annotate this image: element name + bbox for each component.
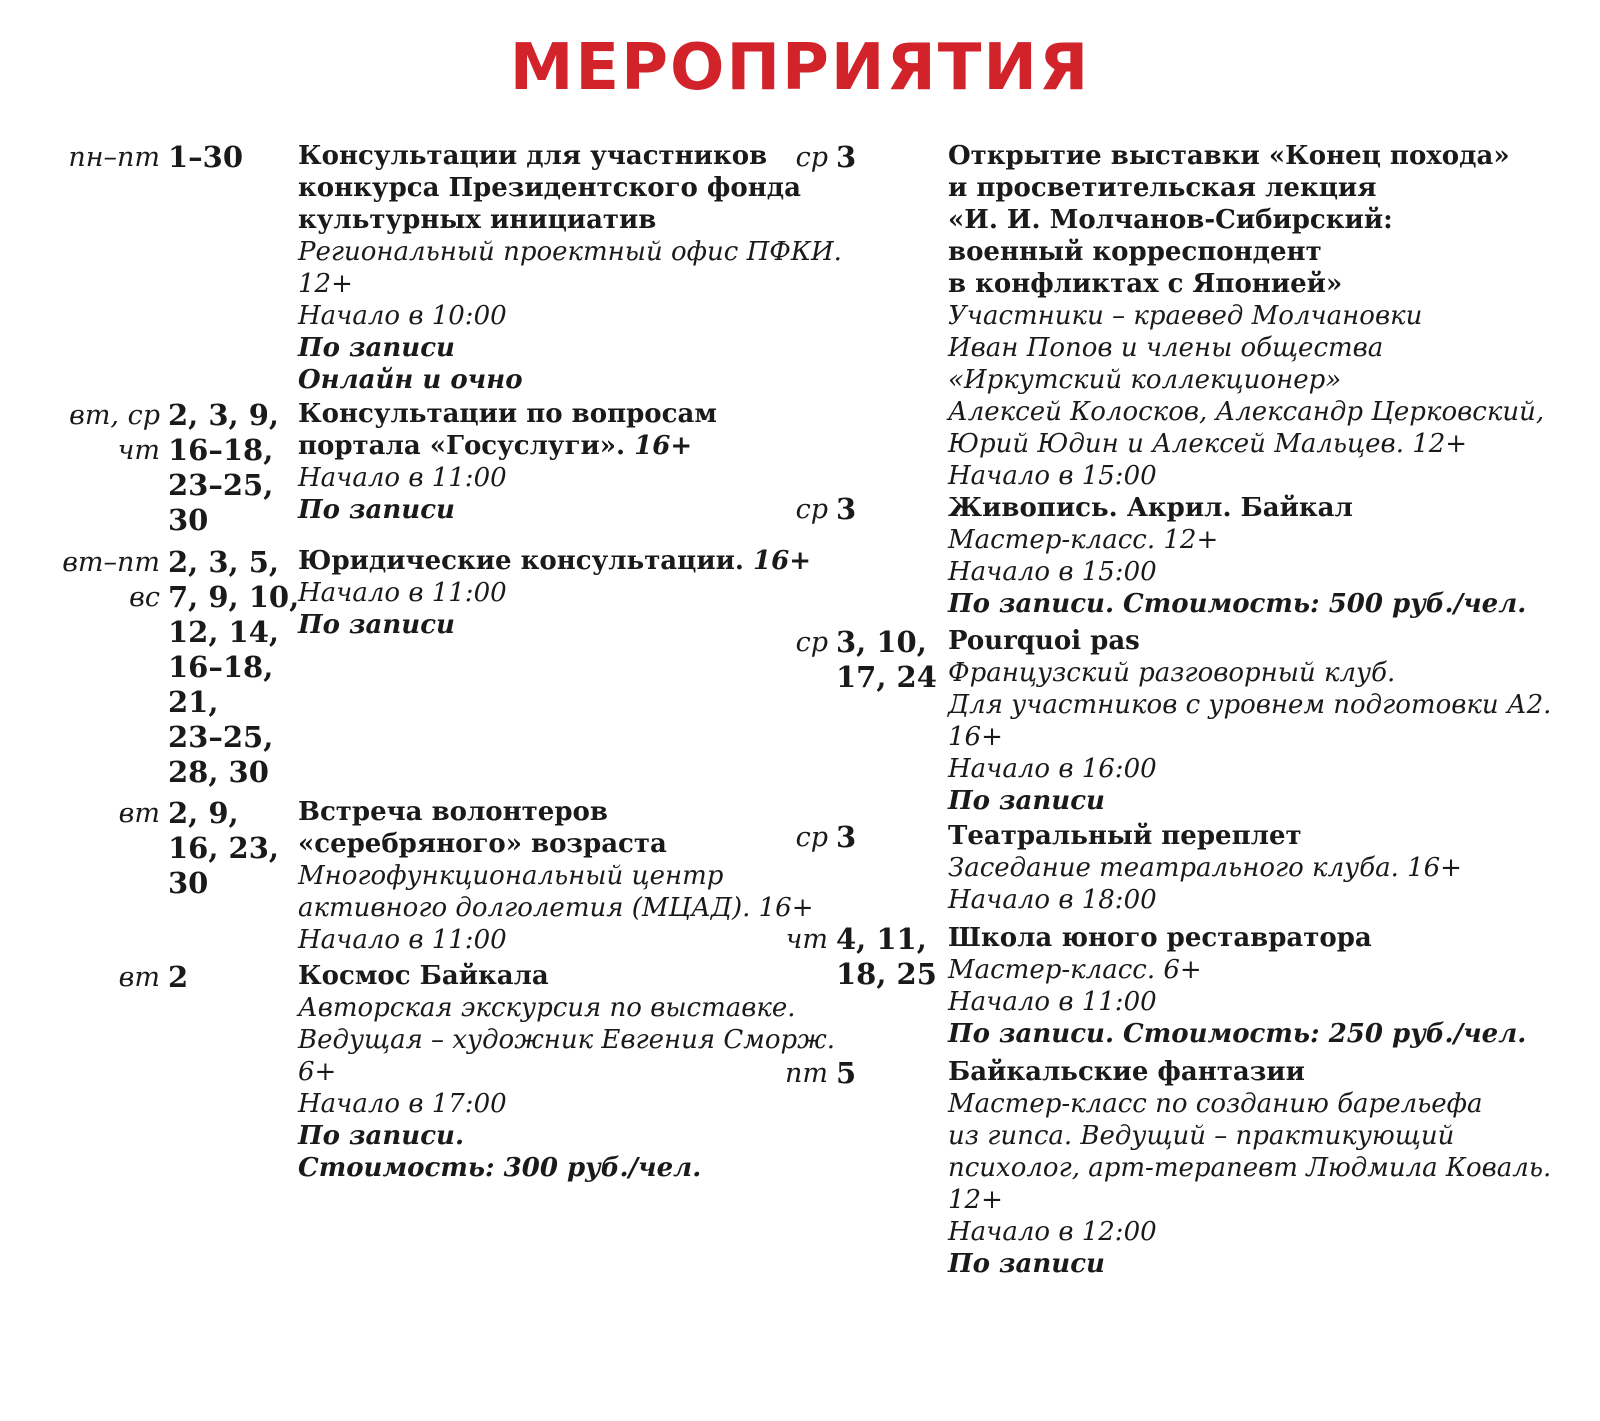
event-day-label: вт (118, 962, 160, 993)
event-days (0, 796, 160, 831)
event-date-line: 16–18, (168, 650, 274, 684)
event-info-line: Начало в 15:00 (948, 461, 1157, 491)
event-date-line: 12, 14, (168, 615, 280, 649)
event-date-line: 2 (168, 960, 189, 994)
event-title-line (298, 204, 798, 236)
event-days (0, 140, 160, 175)
event-date-line: 18, 25 (836, 957, 937, 991)
event-days (776, 625, 828, 660)
event-title-text: Консультации по вопросам (298, 399, 717, 429)
event-info-line: Авторская экскурсия по выставке. (298, 993, 796, 1023)
event-dates (168, 960, 188, 995)
event-day-label: ср (795, 494, 828, 525)
event-info-line: Мастер-класс. 6+ (948, 955, 1202, 985)
event-registration-note: По записи. (298, 1121, 464, 1151)
event-info-line: 16+ (948, 722, 1003, 752)
event-dates (836, 1056, 856, 1091)
event-day-label: чт (117, 435, 160, 466)
event-dates (836, 820, 856, 855)
event-date-line: 3 (836, 140, 857, 174)
event-info-line: Алексей Колосков, Александр Церковский, (948, 397, 1545, 427)
event-description (948, 1056, 1558, 1280)
event-info-line: Начало в 12:00 (948, 1217, 1157, 1247)
event-description (298, 398, 798, 526)
event-day-label: пт (785, 1058, 828, 1089)
event-title-line (298, 796, 798, 828)
event-title-text: Байкальские фантазии (948, 1057, 1305, 1087)
event-title-text: Консультации для участников (298, 141, 768, 171)
event-title-line (298, 960, 798, 992)
event-dates (168, 545, 299, 790)
event-info-line: Начало в 16:00 (948, 754, 1157, 784)
event-registration-note: По записи. Стоимость: 250 руб./чел. (948, 1019, 1527, 1049)
event-info-line: Начало в 18:00 (948, 885, 1157, 915)
event-info-line: Начало в 11:00 (298, 463, 507, 493)
event-description (948, 140, 1558, 492)
event-days (0, 960, 160, 995)
event-day-label: вт, ср (69, 400, 160, 431)
event-info-line: «Иркутский коллекционер» (948, 365, 1342, 395)
event-date-line: 21, (168, 685, 219, 719)
event-title-line (948, 268, 1558, 300)
event-registration-note: Стоимость: 300 руб./чел. (298, 1153, 702, 1183)
event-title-text: военный корреспондент (948, 237, 1322, 267)
event-info-line: Многофункциональный центр (298, 861, 724, 891)
event-info-line: Французский разговорный клуб. (948, 658, 1396, 688)
event-title-text: Юридические консультации. (298, 546, 744, 576)
event-description (948, 820, 1558, 916)
event-date-line: 23–25, (168, 720, 274, 754)
event-title-line (948, 1056, 1558, 1088)
event-age-rating: 16+ (744, 546, 812, 576)
event-title-text: Встреча волонтеров (298, 797, 608, 827)
event-dates (168, 398, 279, 538)
event-days (776, 1056, 828, 1091)
event-dates (836, 922, 937, 992)
event-date-line: 3 (836, 820, 857, 854)
event-date-line: 23–25, (168, 468, 274, 502)
event-title-line (298, 172, 801, 204)
event-description (948, 492, 1558, 620)
event-title-text: и просветительская лекция (948, 173, 1377, 203)
event-date-line: 3, 10, (836, 625, 927, 659)
event-date-line: 16–18, (168, 433, 274, 467)
event-date-line: 4, 11, (836, 922, 927, 956)
event-info-line: активного долголетия (МЦАД). 16+ (298, 893, 814, 923)
event-info-line: Юрий Юдин и Алексей Мальцев. 12+ (948, 429, 1468, 459)
event-registration-note: Онлайн и очно (298, 365, 523, 395)
event-info-line: психолог, арт-терапевт Людмила Коваль. (948, 1153, 1552, 1183)
event-days (776, 922, 828, 957)
event-info-line: из гипса. Ведущий – практикующий (948, 1121, 1455, 1151)
event-info-line: 12+ (298, 269, 353, 299)
event-title-line (298, 398, 798, 430)
event-info-line: 12+ (948, 1185, 1003, 1215)
event-dates (836, 625, 937, 695)
event-info-line: Начало в 11:00 (948, 987, 1157, 1017)
event-date-line: 28, 30 (168, 755, 269, 789)
event-info-line: 6+ (298, 1057, 337, 1087)
event-title-line (948, 140, 1558, 172)
event-date-line: 5 (836, 1056, 857, 1090)
event-title-text: Театральный переплет (948, 821, 1302, 851)
event-title-text: «И. И. Молчанов-Сибирский: (948, 205, 1393, 235)
event-title-text: в конфликтах с Японией» (948, 269, 1343, 299)
event-title-line (948, 492, 1558, 524)
event-info-line: Начало в 11:00 (298, 925, 507, 955)
event-day-label: вт–пт (62, 547, 160, 578)
event-title-text: Школа юного реставратора (948, 923, 1372, 953)
event-title-text: Живопись. Акрил. Байкал (948, 493, 1353, 523)
event-date-line: 7, 9, 10, (168, 580, 300, 614)
event-date-line: 2, 3, 9, (168, 398, 280, 432)
event-date-line: 16, 23, (168, 831, 280, 865)
event-title-line (948, 625, 1558, 657)
event-title-line (948, 922, 1558, 954)
event-title-text: конкурса Президентского фонда (298, 173, 801, 203)
event-info-line: Региональный проектный офис ПФКИ. (298, 237, 842, 267)
event-title-line (948, 204, 1558, 236)
event-info-line: Мастер-класс по созданию барельефа (948, 1089, 1483, 1119)
event-day-label: чт (785, 924, 828, 955)
event-title-text: Открытие выставки «Конец похода» (948, 141, 1510, 171)
event-title-line (298, 545, 812, 577)
page-title: МЕРОПРИЯТИЯ (509, 31, 1091, 105)
event-dates (168, 140, 243, 175)
event-registration-note: По записи (948, 1249, 1105, 1279)
event-date-line: 1–30 (168, 140, 244, 174)
event-title-text: Pourquoi pas (948, 626, 1140, 656)
event-info-line: Участники – краевед Молчановки (948, 301, 1423, 331)
event-registration-note: По записи (948, 786, 1105, 816)
event-registration-note: По записи (298, 610, 455, 640)
event-day-label: ср (795, 822, 828, 853)
event-date-line: 3 (836, 492, 857, 526)
event-registration-note: По записи (298, 333, 455, 363)
event-date-line: 30 (168, 866, 209, 900)
event-title-line (948, 820, 1558, 852)
event-date-line: 2, 9, (168, 796, 239, 830)
event-dates (836, 140, 856, 175)
event-date-line: 17, 24 (836, 660, 937, 694)
event-title-text: «серебряного» возраста (298, 829, 667, 859)
event-days (776, 140, 828, 175)
event-date-line: 2, 3, 5, (168, 545, 280, 579)
event-days (0, 545, 160, 615)
event-description (298, 545, 812, 641)
event-day-label: ср (795, 142, 828, 173)
event-title-line (298, 828, 798, 860)
event-info-line: Начало в 11:00 (298, 578, 507, 608)
event-dates (168, 796, 279, 901)
event-title-line (948, 172, 1558, 204)
event-days (776, 492, 828, 527)
event-days (0, 398, 160, 468)
event-registration-note: По записи (298, 495, 455, 525)
event-info-line: Начало в 15:00 (948, 557, 1157, 587)
event-info-line: Для участников с уровнем подготовки А2. (948, 690, 1552, 720)
event-description (948, 625, 1558, 817)
event-day-label: вт (118, 798, 160, 829)
event-info-line: Начало в 10:00 (298, 301, 507, 331)
event-title-text: портала «Госуслуги». (298, 431, 626, 461)
event-title-text: культурных инициатив (298, 205, 657, 235)
event-age-rating: 16+ (625, 431, 693, 461)
event-registration-note: По записи. Стоимость: 500 руб./чел. (948, 589, 1527, 619)
event-title-line (298, 140, 798, 172)
event-info-line: Начало в 17:00 (298, 1089, 507, 1119)
event-date-line: 30 (168, 503, 209, 537)
event-days (776, 820, 828, 855)
event-day-label: пн–пт (68, 142, 160, 173)
event-info-line: Ведущая – художник Евгения Сморж. (298, 1025, 835, 1055)
event-info-line: Иван Попов и члены общества (948, 333, 1384, 363)
event-title-text: Космос Байкала (298, 961, 549, 991)
event-info-line: Мастер-класс. 12+ (948, 525, 1219, 555)
event-dates (836, 492, 856, 527)
event-day-label: ср (795, 627, 828, 658)
event-day-label: вс (129, 582, 160, 613)
event-title-line (948, 236, 1558, 268)
event-description (948, 922, 1558, 1050)
event-info-line: Заседание театрального клуба. 16+ (948, 853, 1462, 883)
event-title-line (298, 430, 798, 462)
